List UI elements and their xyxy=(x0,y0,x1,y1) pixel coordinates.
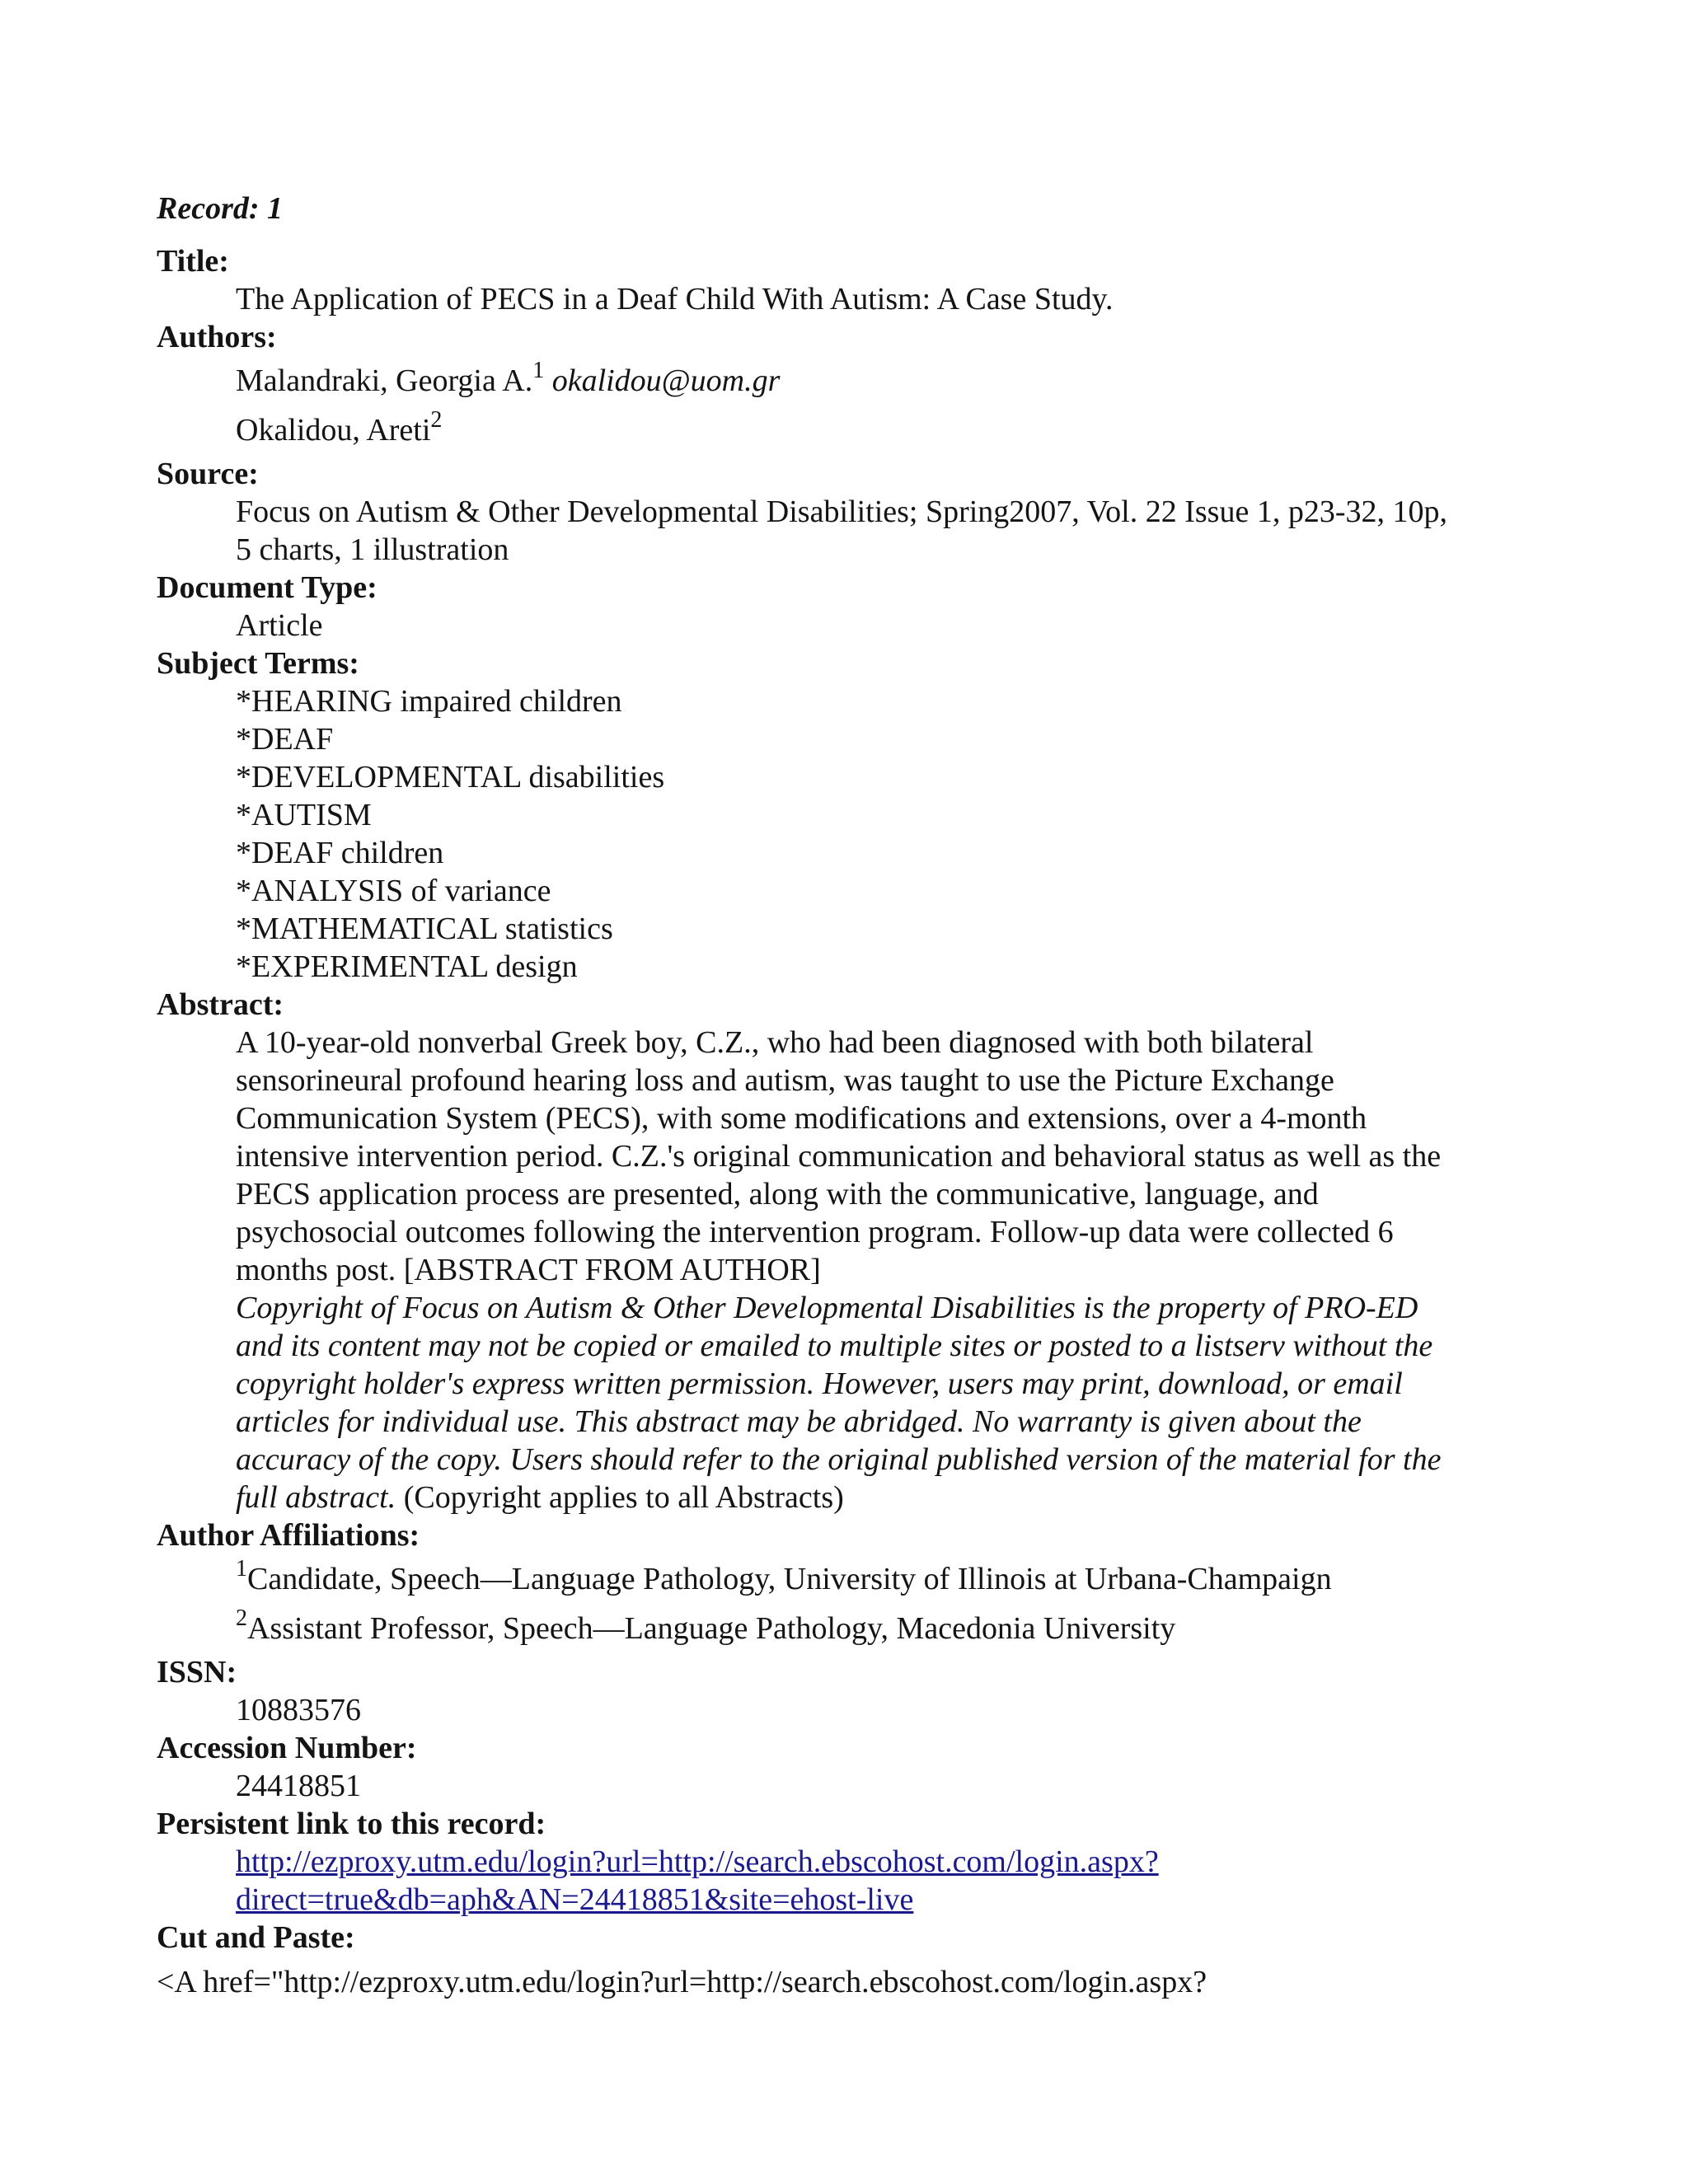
persistent-link-url-part2[interactable]: direct=true&db=aph&AN=24418851&site=ehost-live xyxy=(236,1882,914,1917)
abstract-line: Communication System (PECS), with some modifications and extensions, over a 4-month xyxy=(236,1101,1367,1136)
abstract-line: intensive intervention period. C.Z.'s original communication and behavioral status as well as the xyxy=(236,1139,1442,1174)
subject-terms-label: Subject Terms: xyxy=(157,646,359,681)
abstract-line: sensorineural profound hearing loss and autism, was taught to use the Picture Exchange xyxy=(236,1063,1334,1098)
cut-and-paste-code[interactable]: <A href="http://ezproxy.utm.edu/login?url=http://search.ebscohost.com/login.aspx? xyxy=(157,1965,1207,1999)
abstract-label: Abstract: xyxy=(157,987,284,1022)
subject-term: *AUTISM xyxy=(236,798,372,832)
author-item xyxy=(236,405,1541,455)
copyright-line: articles for individual use. This abstract may be abridged. No warranty is given about the xyxy=(236,1404,1362,1439)
abstract-text xyxy=(157,1024,1541,1516)
affiliation-marker: 2 xyxy=(236,1605,247,1631)
subject-term: *DEAF children xyxy=(236,836,444,870)
affiliation-item xyxy=(236,1604,1541,1653)
author-affiliation-marker: 1 xyxy=(532,358,545,383)
title-value: The Application of PECS in a Deaf Child With Autism: A Case Study. xyxy=(236,282,1114,316)
affiliation-text: Assistant Professor, Speech—Language Pathology, Macedonia University xyxy=(247,1611,1176,1646)
author-affiliations-list xyxy=(157,1554,1541,1653)
source-value xyxy=(157,493,1541,569)
authors-list xyxy=(157,356,1541,455)
affiliation-marker: 1 xyxy=(236,1556,247,1582)
accession-number-label: Accession Number: xyxy=(157,1731,417,1765)
cut-and-paste-label: Cut and Paste: xyxy=(157,1920,355,1955)
subject-terms-list xyxy=(157,682,1541,986)
issn-value: 10883576 xyxy=(236,1693,361,1727)
issn-label: ISSN: xyxy=(157,1655,237,1690)
subject-term: *DEVELOPMENTAL disabilities xyxy=(236,760,665,794)
record-document xyxy=(157,188,1541,2001)
subject-term: *MATHEMATICAL statistics xyxy=(236,912,613,946)
document-type-label: Document Type: xyxy=(157,570,377,605)
affiliation-item xyxy=(236,1554,1541,1604)
source-line: 5 charts, 1 illustration xyxy=(236,532,509,567)
accession-number-value: 24418851 xyxy=(236,1769,361,1803)
copyright-last-line xyxy=(236,1479,1541,1516)
abstract-line: months post. [ABSTRACT FROM AUTHOR] xyxy=(236,1253,821,1287)
copyright-last-italic: full abstract. xyxy=(236,1480,396,1515)
author-name: Malandraki, Georgia A. xyxy=(236,363,533,398)
source-label: Source: xyxy=(157,457,259,491)
authors-label: Authors: xyxy=(157,320,277,354)
author-name: Okalidou, Areti xyxy=(236,413,431,448)
document-type-value: Article xyxy=(236,608,323,643)
source-line: Focus on Autism & Other Developmental Disabilities; Spring2007, Vol. 22 Issue 1, p23-32, 10p, xyxy=(236,494,1447,529)
copyright-line: and its content may not be copied or emailed to multiple sites or posted to a listserv without the xyxy=(236,1329,1433,1363)
title-label: Title: xyxy=(157,244,229,279)
author-affiliations-label: Author Affiliations: xyxy=(157,1518,420,1553)
affiliation-text: Candidate, Speech—Language Pathology, University of Illinois at Urbana-Champaign xyxy=(247,1562,1332,1596)
subject-term: *DEAF xyxy=(236,722,334,757)
author-affiliation-marker: 2 xyxy=(430,407,443,433)
author-email: okalidou@uom.gr xyxy=(551,363,781,398)
persistent-link-label: Persistent link to this record: xyxy=(157,1807,546,1841)
copyright-line: Copyright of Focus on Autism & Other Developmental Disabilities is the property of PRO-ED xyxy=(236,1291,1418,1325)
record-number: Record: 1 xyxy=(157,191,284,226)
copyright-line: accuracy of the copy. Users should refer to the original published version of the material for the xyxy=(236,1442,1442,1477)
copyright-notice: (Copyright applies to all Abstracts) xyxy=(396,1480,844,1515)
persistent-link-url-part1[interactable]: http://ezproxy.utm.edu/login?url=http://search.ebscohost.com/login.aspx? xyxy=(236,1844,1159,1879)
author-item xyxy=(236,356,1541,405)
abstract-line: psychosocial outcomes following the intervention program. Follow-up data were collected 6 xyxy=(236,1215,1394,1249)
subject-term: *EXPERIMENTAL design xyxy=(236,949,578,984)
subject-term: *ANALYSIS of variance xyxy=(236,874,551,908)
abstract-line: PECS application process are presented, along with the communicative, language, and xyxy=(236,1177,1319,1212)
subject-term: *HEARING impaired children xyxy=(236,684,622,719)
copyright-line: copyright holder's express written permission. However, users may print, download, or email xyxy=(236,1366,1403,1401)
abstract-line: A 10-year-old nonverbal Greek boy, C.Z., who had been diagnosed with both bilateral xyxy=(236,1025,1314,1060)
persistent-link xyxy=(157,1843,1541,1919)
